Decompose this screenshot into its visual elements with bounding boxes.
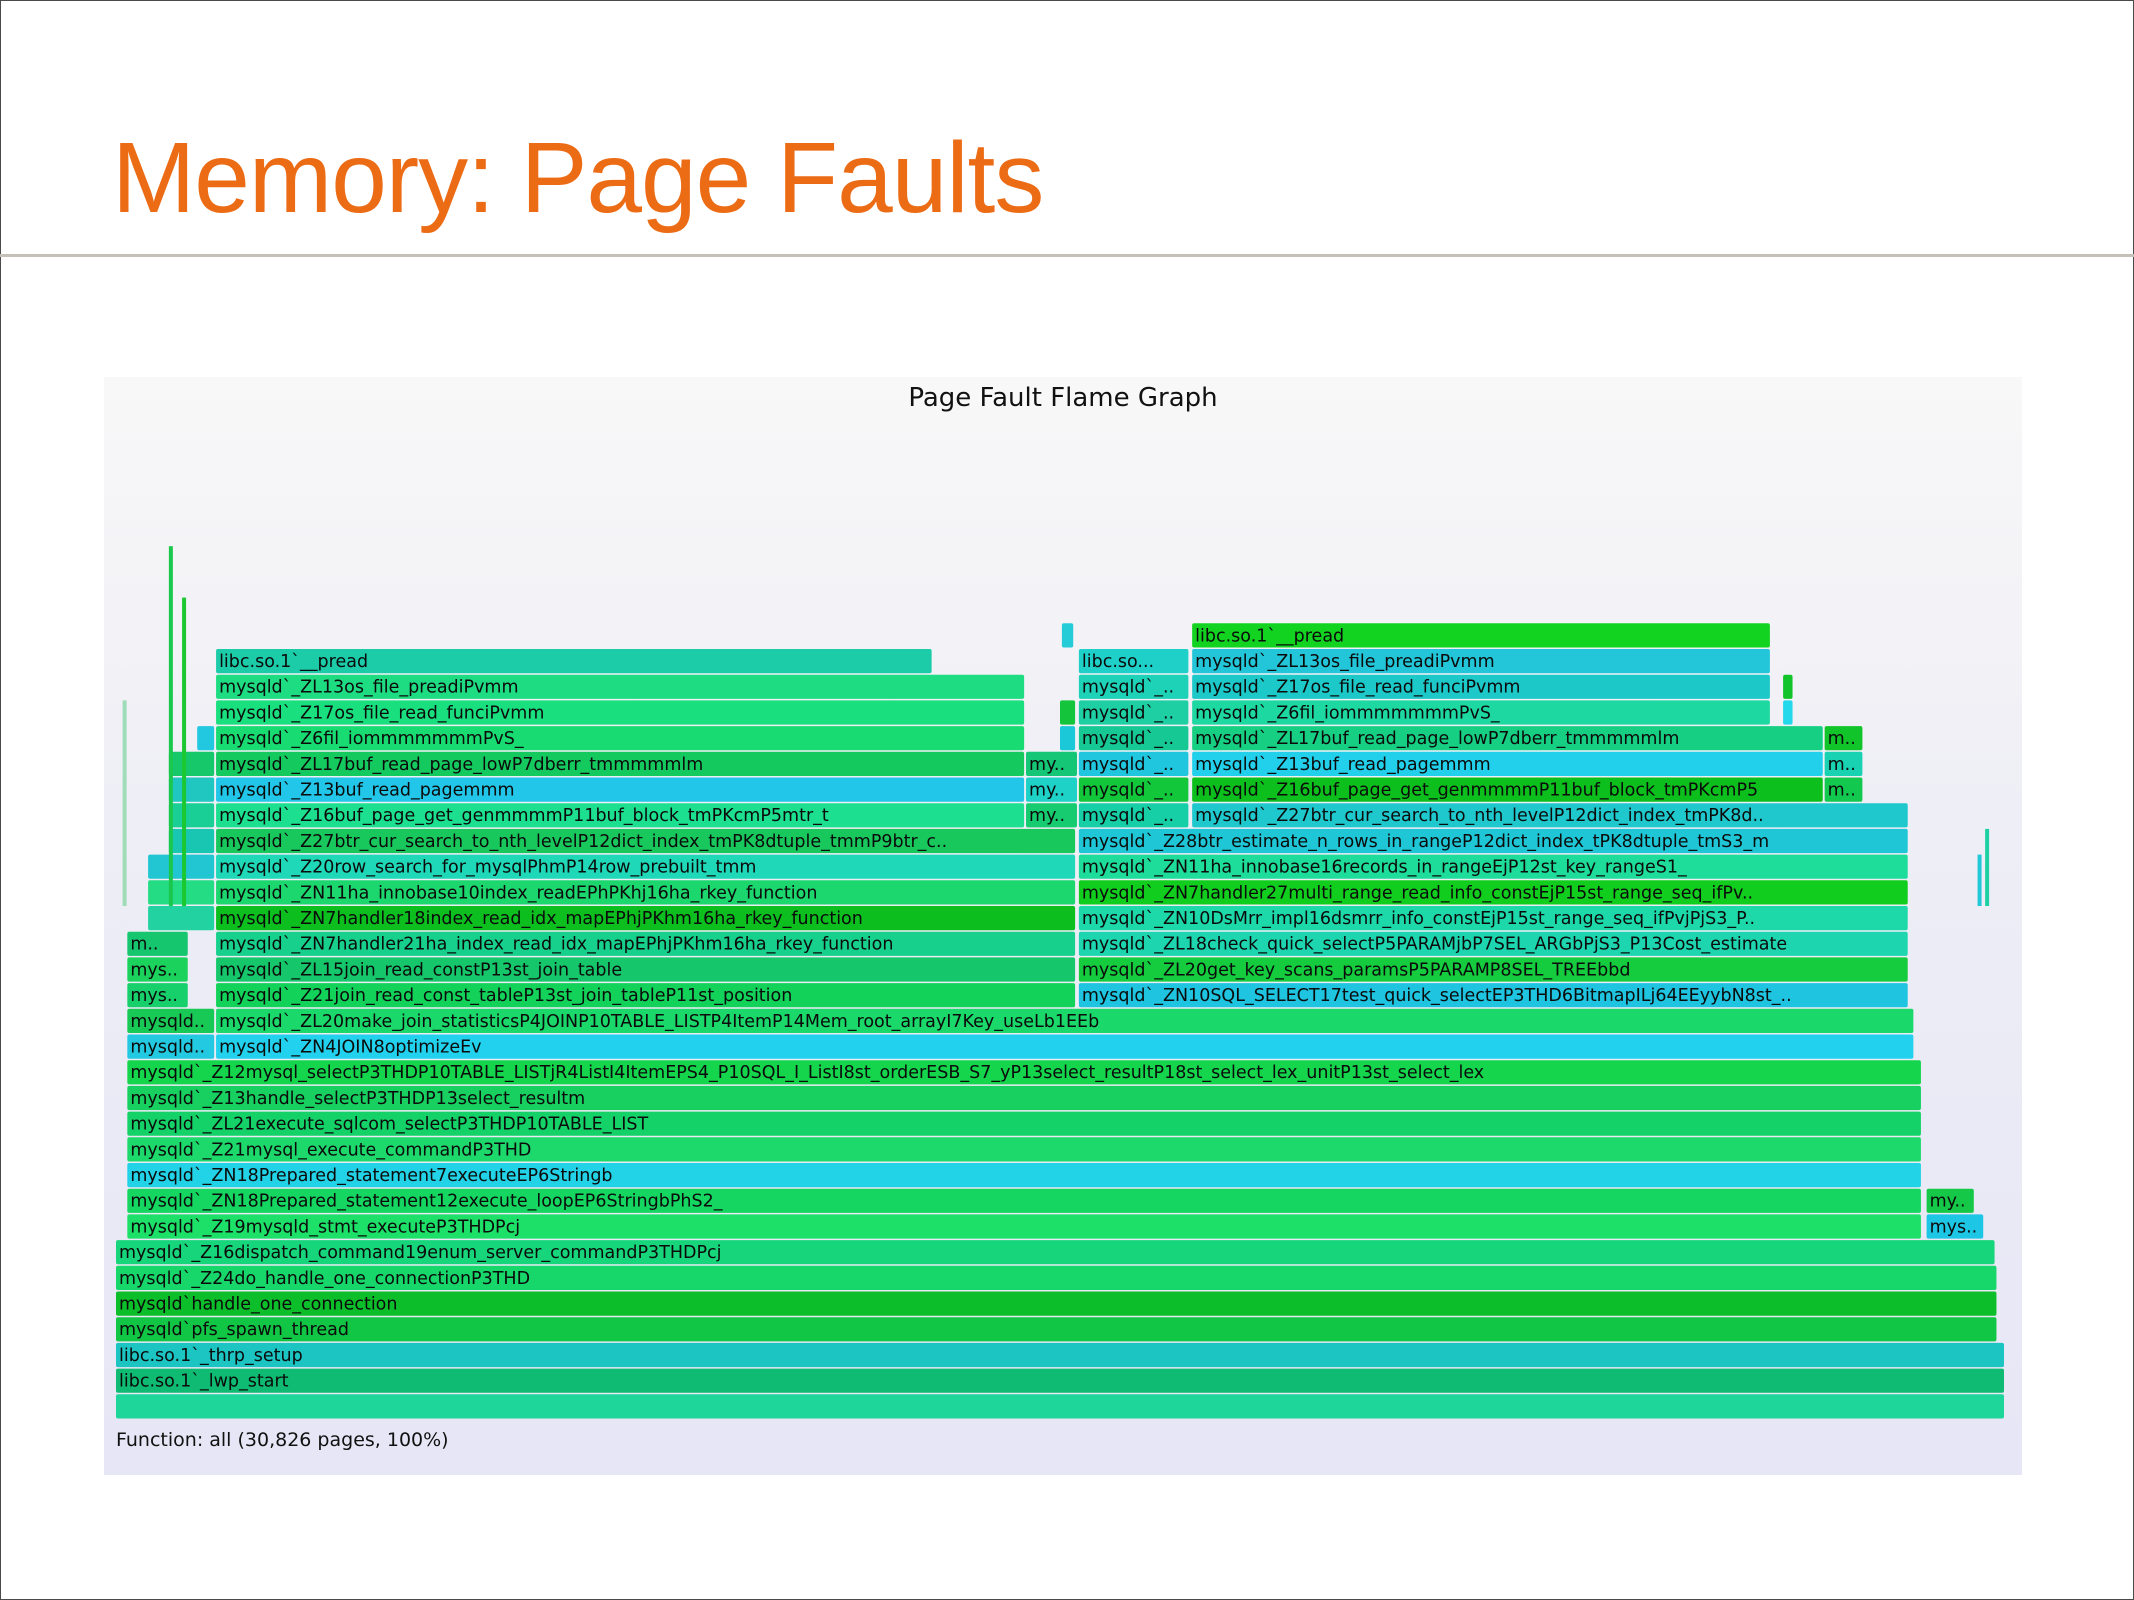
- flame-frame-rect[interactable]: [1060, 700, 1075, 724]
- flame-frame[interactable]: [116, 1240, 1995, 1264]
- flame-frame[interactable]: [1192, 623, 1770, 647]
- flame-frame-label: libc.so.1`_lwp_start: [119, 1371, 289, 1392]
- flame-frame-rect[interactable]: [1062, 623, 1073, 647]
- flame-frame[interactable]: [216, 855, 1075, 879]
- flame-frame-label: my..: [1029, 806, 1066, 827]
- flame-frame[interactable]: [216, 829, 1075, 853]
- flame-frame[interactable]: [1079, 700, 1189, 724]
- flame-frame[interactable]: [1192, 649, 1770, 673]
- flame-frame[interactable]: [216, 932, 1075, 956]
- flame-frame[interactable]: [127, 957, 187, 981]
- flame-frame[interactable]: [127, 1086, 1921, 1110]
- flame-frame-rect[interactable]: [148, 906, 214, 930]
- flame-frame[interactable]: [1079, 855, 1908, 879]
- flame-frame-label: mysqld`_ZN4JOIN8optimizeEv: [219, 1037, 482, 1058]
- flame-frame[interactable]: [216, 726, 1024, 750]
- flame-frame[interactable]: [1079, 880, 1908, 904]
- flame-frame-label: mysqld`_..: [1081, 780, 1175, 801]
- flame-frame-label: mysqld`_ZN7handler18index_read_idx_mapEPhjPKhm16ha_rkey_function: [219, 909, 863, 929]
- flame-frame[interactable]: [116, 1343, 2004, 1367]
- flame-frame[interactable]: [116, 1317, 1996, 1341]
- flame-frame-label: my..: [1029, 754, 1066, 775]
- flame-frame[interactable]: [1026, 778, 1077, 802]
- flame-graph-svg: [104, 377, 2022, 1475]
- flame-thin-tower[interactable]: [1985, 829, 1989, 906]
- flame-frame[interactable]: [216, 675, 1024, 699]
- flame-frame-rect[interactable]: [169, 752, 214, 776]
- flame-frame[interactable]: [127, 932, 187, 956]
- flame-frame[interactable]: [169, 752, 214, 776]
- flame-frame-label: mysqld`_Z16dispatch_command19enum_server_commandP3THDPcj: [119, 1243, 722, 1264]
- flame-frame-rect[interactable]: [1060, 726, 1075, 750]
- flame-frame-label: mysqld`_ZL17buf_read_page_lowP7dberr_tmmmmmlm: [1195, 729, 1680, 750]
- flame-frame[interactable]: [1825, 752, 1863, 776]
- flame-frame[interactable]: [216, 1009, 1913, 1033]
- flame-frame-label: mysqld`_ZL13os_file_preadiPvmm: [219, 677, 519, 698]
- flame-frame[interactable]: [216, 778, 1024, 802]
- flame-frame[interactable]: [1060, 726, 1075, 750]
- flame-frame-rect[interactable]: [116, 1369, 2004, 1393]
- flame-frame-rect[interactable]: [197, 726, 214, 750]
- flame-frame-label: mysqld`_ZL15join_read_constP13st_join_table: [219, 960, 623, 981]
- flame-frame-label: mysqld`_Z21mysql_execute_commandP3THD: [130, 1140, 532, 1161]
- flame-frame-label: mysqld`_Z27btr_cur_search_to_nth_levelP12dict_index_tmPK8dtuple_tmmP9btr_c..: [219, 831, 948, 852]
- flame-frame[interactable]: [1079, 957, 1908, 981]
- flame-frame[interactable]: [1026, 752, 1077, 776]
- flame-frame[interactable]: [1192, 803, 1908, 827]
- flame-frame[interactable]: [1079, 752, 1189, 776]
- flame-frame[interactable]: [1062, 623, 1073, 647]
- flame-frame[interactable]: [148, 906, 214, 930]
- flame-frame-label: mysqld`_..: [1081, 754, 1175, 775]
- flame-frame-rect[interactable]: [148, 880, 214, 904]
- flame-frame[interactable]: [216, 649, 932, 673]
- flame-frame-rect[interactable]: [169, 803, 214, 827]
- flame-frame[interactable]: [169, 778, 214, 802]
- flame-frame-label: mysqld..: [130, 1037, 206, 1058]
- flame-frame-label: mysqld`_ZN18Prepared_statement7executeEP6Stringb: [130, 1166, 613, 1186]
- flame-frame-label: my..: [1029, 780, 1066, 801]
- flame-frame-label: mysqld`_..: [1081, 677, 1175, 698]
- flame-frame-label: mysqld`_Z17os_file_read_funciPvmm: [219, 703, 545, 724]
- flame-frame-rect[interactable]: [116, 1317, 1996, 1341]
- flame-frame[interactable]: [1079, 906, 1908, 930]
- flame-frame[interactable]: [127, 1060, 1921, 1084]
- flame-frame-label: mysqld`_Z17os_file_read_funciPvmm: [1195, 677, 1521, 698]
- flame-frame[interactable]: [216, 700, 1024, 724]
- flame-frame-rect[interactable]: [1783, 700, 1792, 724]
- flame-frame-label: mysqld`_ZN7handler27multi_range_read_info_constEjP15st_range_seq_ifPv..: [1081, 883, 1754, 904]
- flame-frame[interactable]: [169, 829, 214, 853]
- chart-title: Page Fault Flame Graph: [908, 383, 1218, 413]
- flame-frame-label: mysqld`_Z28btr_estimate_n_rows_in_rangeP12dict_index_tPK8dtuple_tmS3_m: [1081, 831, 1770, 852]
- flame-frame-label: mysqld`_ZN11ha_innobase16records_in_rangeEjP12st_key_rangeS1_: [1081, 857, 1687, 878]
- flame-frame[interactable]: [1079, 932, 1908, 956]
- flame-frame[interactable]: [127, 1214, 1921, 1238]
- flame-frame[interactable]: [1079, 726, 1189, 750]
- flame-frame[interactable]: [1079, 803, 1189, 827]
- flame-frame[interactable]: [169, 803, 214, 827]
- flame-frame-rect[interactable]: [116, 1343, 2004, 1367]
- flame-frame[interactable]: [1079, 675, 1189, 699]
- flame-thin-tower[interactable]: [123, 700, 127, 906]
- flame-frame[interactable]: [1783, 700, 1792, 724]
- flame-frame-label: mysqld`handle_one_connection: [119, 1294, 398, 1315]
- flame-frame-label: m..: [130, 934, 159, 955]
- flame-thin-tower[interactable]: [169, 546, 173, 906]
- flame-frame[interactable]: [1026, 803, 1077, 827]
- flame-frame-label: mysqld`_ZL20get_key_scans_paramsP5PARAMP8SEL_TREEbbd: [1081, 960, 1631, 981]
- flame-frame-label: mysqld`_ZL18check_quick_selectP5PARAMjbP7SEL_ARGbPjS3_P13Cost_estimate: [1081, 934, 1788, 955]
- flame-frame[interactable]: [216, 803, 1024, 827]
- flame-frame[interactable]: [127, 1189, 1921, 1213]
- flame-frame[interactable]: [216, 957, 1075, 981]
- flame-frame[interactable]: [116, 1292, 1996, 1316]
- flame-frame-label: mysqld`_ZN18Prepared_statement12execute_loopEP6StringbPhS2_: [130, 1191, 723, 1212]
- flame-frame[interactable]: [127, 1112, 1921, 1136]
- flame-frame-label: mysqld`_ZL17buf_read_page_lowP7dberr_tmmmmmlm: [219, 754, 704, 775]
- flame-frame[interactable]: [1927, 1189, 1974, 1213]
- flame-frame[interactable]: [216, 880, 1075, 904]
- flame-frame-label: mysqld`_Z13buf_read_pagemmm: [219, 780, 515, 801]
- flame-frame-label: m..: [1827, 729, 1856, 750]
- flame-thin-tower[interactable]: [1978, 855, 1982, 906]
- flame-frame-label: mys..: [1929, 1217, 1978, 1238]
- flame-frame-label: m..: [1827, 754, 1856, 775]
- flame-frame-label: mysqld`_ZL13os_file_preadiPvmm: [1195, 652, 1495, 672]
- flame-frame-label: mysqld`_ZN10SQL_SELECT17test_quick_selectEP3THD6BitmapILj64EEyybN8st_..: [1081, 986, 1792, 1007]
- flame-thin-tower[interactable]: [182, 598, 186, 906]
- flame-frame[interactable]: [216, 906, 1075, 930]
- flame-frame-label: mysqld`_Z13buf_read_pagemmm: [1195, 754, 1491, 775]
- flame-frame[interactable]: [1079, 778, 1189, 802]
- flame-frame[interactable]: [1927, 1214, 1984, 1238]
- flame-frame-label: mysqld`pfs_spawn_thread: [119, 1320, 349, 1341]
- flame-frame[interactable]: [1192, 778, 1823, 802]
- flame-frame-label: mysqld`_ZL20make_join_statisticsP4JOINP10TABLE_LISTP4ItemP14Mem_root_arrayI7Key_useLb1EEb: [219, 1011, 1100, 1032]
- flame-frame[interactable]: [1079, 649, 1189, 673]
- flame-frame-label: mysqld`_Z12mysql_selectP3THDP10TABLE_LISTjR4ListI4ItemEPS4_P10SQL_I_ListI8st_orderESB_S7_yP13select_resultP18st_select_lex_unitP13st_select_lex: [130, 1063, 1485, 1084]
- flame-frame-label: mysqld`_ZN11ha_innobase10index_readEPhPKhj16ha_rkey_function: [219, 883, 818, 904]
- flame-frame-label: mysqld`_Z21join_read_const_tableP13st_join_tableP11st_position: [219, 986, 793, 1007]
- flame-frame[interactable]: [1192, 726, 1823, 750]
- flame-frame-label: mysqld`_Z6fil_iommmmmmmPvS_: [219, 729, 524, 750]
- flame-frame-rect[interactable]: [169, 778, 214, 802]
- flame-frame-label: mysqld`_ZN10DsMrr_impl16dsmrr_info_constEjP15st_range_seq_ifPvjPjS3_P..: [1081, 909, 1756, 929]
- flame-frame-label: mysqld`_..: [1081, 729, 1175, 750]
- flame-frame-label: mysqld`_Z20row_search_for_mysqlPhmP14row_prebuilt_tmm: [219, 857, 757, 878]
- flame-frame[interactable]: [1079, 829, 1908, 853]
- flame-frame[interactable]: [1060, 700, 1075, 724]
- flame-frame[interactable]: [116, 1394, 2004, 1418]
- flame-graph-panel: [104, 377, 2022, 1475]
- flame-frame[interactable]: [116, 1369, 2004, 1393]
- flame-frame-label: mys..: [130, 986, 178, 1007]
- flame-frame[interactable]: [216, 983, 1075, 1007]
- flame-frame[interactable]: [127, 1009, 214, 1033]
- flame-frame-label: mysqld`_Z27btr_cur_search_to_nth_levelP12dict_index_tmPK8d..: [1195, 806, 1764, 827]
- flame-frame-rect[interactable]: [148, 855, 214, 879]
- flame-frame[interactable]: [127, 1035, 214, 1059]
- flame-frame-rect[interactable]: [169, 829, 214, 853]
- flame-frame[interactable]: [1825, 726, 1863, 750]
- flame-frame[interactable]: [216, 1035, 1913, 1059]
- flame-frame-label: libc.so...: [1081, 652, 1155, 672]
- flame-frame[interactable]: [1192, 752, 1823, 776]
- flame-frame-rect[interactable]: [1783, 675, 1792, 699]
- flame-frame-label: mys..: [130, 960, 178, 981]
- flame-frame[interactable]: [127, 983, 187, 1007]
- flame-frame-label: mysqld`_..: [1081, 703, 1175, 724]
- flame-frame-label: mysqld`_Z19mysqld_stmt_executeP3THDPcj: [130, 1217, 521, 1238]
- flame-frame-rect[interactable]: [116, 1292, 1996, 1316]
- flame-frame-label: mysqld`_Z6fil_iommmmmmmPvS_: [1195, 703, 1500, 724]
- flame-frame-label: mysqld..: [130, 1011, 206, 1032]
- flame-frame[interactable]: [1192, 675, 1770, 699]
- flame-frame-label: mysqld`_ZN7handler21ha_index_read_idx_mapEPhjPKhm16ha_rkey_function: [219, 934, 894, 955]
- flame-frame[interactable]: [1783, 675, 1792, 699]
- flame-frame[interactable]: [1079, 983, 1908, 1007]
- flame-frame[interactable]: [127, 1137, 1921, 1161]
- flame-frame[interactable]: [127, 1163, 1921, 1187]
- flame-frame-label: mysqld`_..: [1081, 806, 1175, 827]
- flame-frame[interactable]: [148, 855, 214, 879]
- flame-frame-label: mysqld`_Z16buf_page_get_genmmmmP11buf_block_tmPKcmP5mtr_t: [219, 806, 829, 827]
- flame-frame-label: my..: [1929, 1191, 1966, 1212]
- title-divider: [0, 254, 2134, 257]
- flame-frame-label: mysqld`_ZL21execute_sqlcom_selectP3THDP10TABLE_LIST: [130, 1114, 649, 1135]
- flame-frame-label: libc.so.1`__pread: [1195, 626, 1345, 647]
- function-details: Function: all (30,826 pages, 100%): [116, 1429, 449, 1451]
- flame-frame[interactable]: [1192, 700, 1770, 724]
- flame-frame[interactable]: [216, 752, 1024, 776]
- flame-frame-rect[interactable]: [116, 1394, 2004, 1418]
- flame-frame-label: mysqld`_Z13handle_selectP3THDP13select_resultm: [130, 1088, 586, 1109]
- flame-frame-label: libc.so.1`_thrp_setup: [119, 1345, 303, 1366]
- flame-frame[interactable]: [1825, 778, 1863, 802]
- flame-frame[interactable]: [116, 1266, 1996, 1290]
- flame-frame[interactable]: [148, 880, 214, 904]
- slide-title: Memory: Page Faults: [112, 122, 1044, 234]
- flame-frame[interactable]: [197, 726, 214, 750]
- flame-frame-label: m..: [1827, 780, 1856, 801]
- flame-frame-label: libc.so.1`__pread: [219, 652, 369, 672]
- flame-frame-label: mysqld`_Z16buf_page_get_genmmmmP11buf_block_tmPKcmP5: [1195, 780, 1759, 801]
- flame-frame-label: mysqld`_Z24do_handle_one_connectionP3THD: [119, 1268, 531, 1289]
